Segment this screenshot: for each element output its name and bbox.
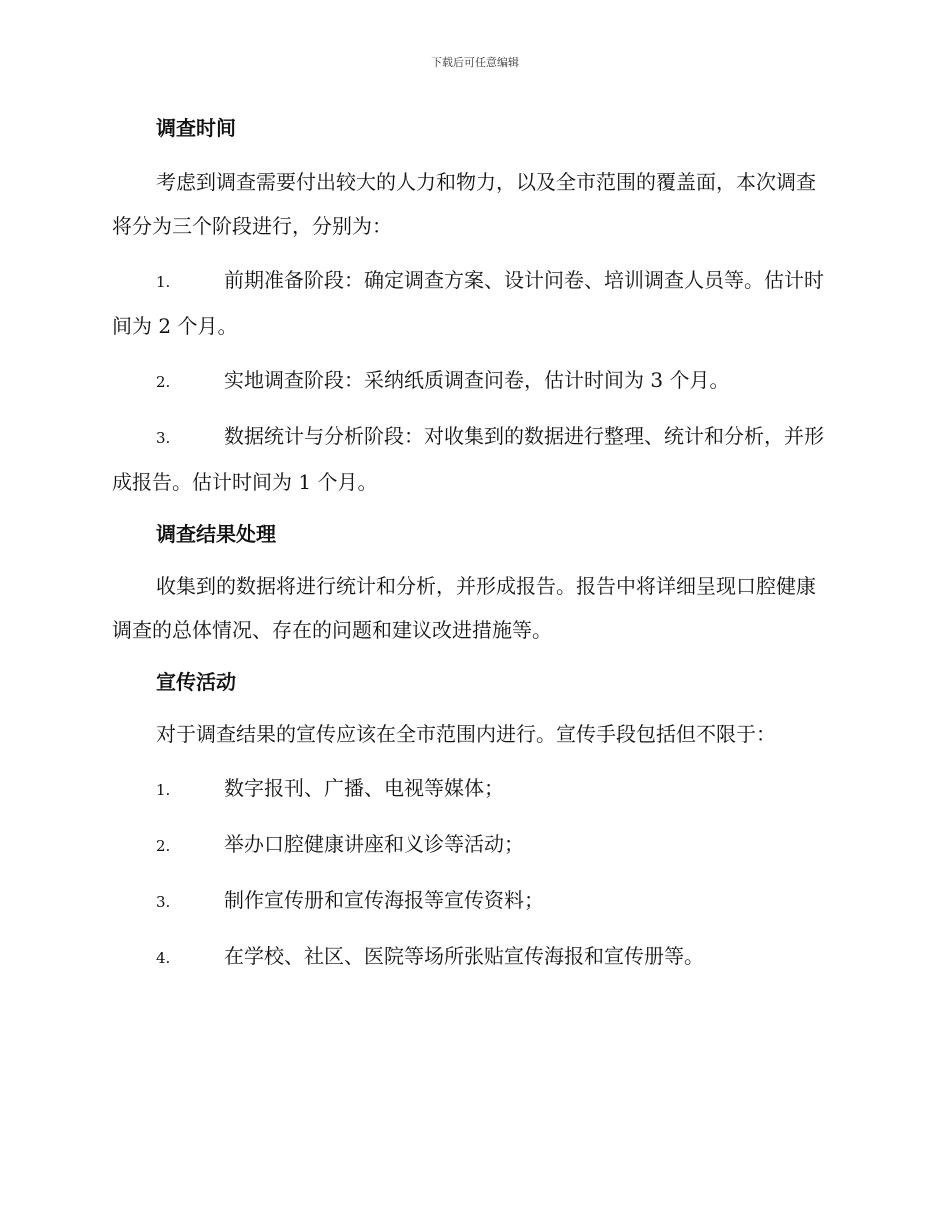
section-heading-result-processing: 调查结果处理 <box>156 522 276 546</box>
section-heading-survey-time: 调查时间 <box>156 116 236 140</box>
list-item-number: 1. <box>156 781 171 799</box>
page-header-note: 下载后可任意编辑 <box>431 56 519 69</box>
list-item-number: 2. <box>156 837 171 855</box>
list-item-text: 在学校、社区、医院等场所张贴宣传海报和宣传册等。 <box>224 944 704 968</box>
list-item-number: 1. <box>156 273 171 291</box>
list-item-text: 数字报刊、广播、电视等媒体； <box>224 776 504 800</box>
list-item-text: 实地调查阶段：采纳纸质调查问卷，估计时间为 3 个月。 <box>224 368 730 392</box>
list-item <box>112 934 834 980</box>
list-item-text: 数据统计与分析阶段：对收集到的数据进行整理、统计和分析，并形成报告。估计时间为 1 个月。 <box>112 424 824 494</box>
section-heading-publicity: 宣传活动 <box>156 670 236 694</box>
list-item <box>112 766 834 812</box>
list-item-text: 举办口腔健康讲座和义诊等活动； <box>224 832 524 856</box>
list-item <box>112 358 834 404</box>
list-item-number: 3. <box>156 429 171 447</box>
list-item <box>112 878 834 924</box>
list-item <box>112 822 834 868</box>
document-body <box>112 108 834 980</box>
paragraph-result-processing: 收集到的数据将进行统计和分析，并形成报告。报告中将详细呈现口腔健康调查的总体情况、存在的问题和建议改进措施等。 <box>112 574 816 642</box>
paragraph-survey-time-intro: 考虑到调查需要付出较大的人力和物力，以及全市范围的覆盖面，本次调查将分为三个阶段进行，分别为： <box>112 170 816 238</box>
paragraph-publicity-intro: 对于调查结果的宣传应该在全市范围内进行。宣传手段包括但不限于： <box>156 722 776 746</box>
list-item <box>112 414 834 504</box>
list-item <box>112 258 834 348</box>
list-item-number: 2. <box>156 373 171 391</box>
list-item-number: 3. <box>156 893 171 911</box>
list-item-text: 制作宣传册和宣传海报等宣传资料； <box>224 888 544 912</box>
list-item-number: 4. <box>156 949 171 967</box>
list-item-text: 前期准备阶段：确定调查方案、设计问卷、培训调查人员等。估计时间为 2 个月。 <box>112 268 824 338</box>
